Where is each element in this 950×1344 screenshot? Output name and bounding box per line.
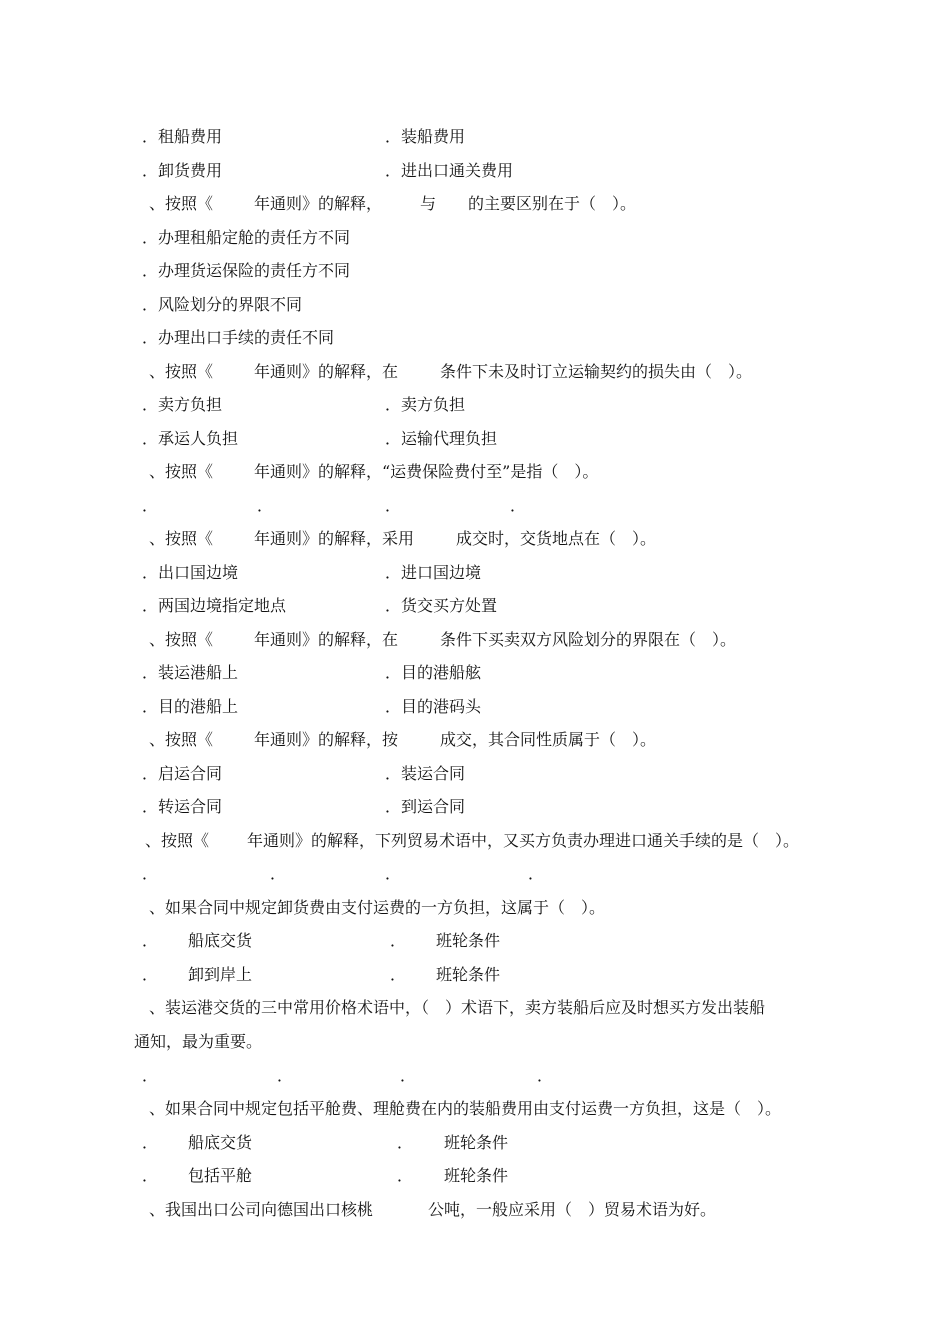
text-segment: ．出口国边境	[142, 563, 239, 582]
text-segment: ．	[142, 965, 159, 984]
text-segment: ．	[537, 1066, 554, 1085]
text-segment: ．到运合同	[385, 797, 466, 816]
text-segment: 条件下买卖双方风险划分的界限在（ ）。	[440, 630, 737, 649]
text-segment: ．	[385, 496, 402, 515]
text-segment: ．办理租船定舱的责任方不同	[142, 228, 351, 247]
text-segment: ．卖方负担	[142, 395, 223, 414]
text-segment: 的主要区别在于（ ）。	[468, 194, 637, 213]
text-segment: ．装船费用	[385, 127, 466, 146]
text-segment: ．目的港船上	[142, 697, 239, 716]
text-segment: ．	[270, 864, 287, 883]
text-segment: ．	[390, 931, 407, 950]
text-segment: 、按照《	[149, 362, 214, 381]
text-segment: 班轮条件	[436, 931, 501, 950]
text-segment: ．	[142, 496, 159, 515]
text-segment: ．承运人负担	[142, 429, 239, 448]
text-segment: 班轮条件	[444, 1166, 509, 1185]
text-segment: 包括平舱	[188, 1166, 253, 1185]
text-segment: ．租船费用	[142, 127, 223, 146]
text-segment: 、按照《	[149, 630, 214, 649]
text-segment: 年通则》的解释，按	[254, 730, 399, 749]
text-segment: ．转运合同	[142, 797, 223, 816]
text-segment: ．	[142, 1166, 159, 1185]
text-segment: ．	[397, 1166, 414, 1185]
text-segment: ．办理出口手续的责任不同	[142, 328, 335, 347]
text-segment: ．卖方负担	[385, 395, 466, 414]
text-segment: 年通则》的解释，在	[254, 630, 399, 649]
text-segment: 、装运港交货的三中常用价格术语中，（ ）术语下，卖方装船后应及时想买方发出装船	[149, 998, 766, 1017]
text-segment: 、如果合同中规定包括平舱费、理舱费在内的装船费用由支付运费一方负担，这是（ ）。	[149, 1099, 782, 1118]
text-segment: 年通则》的解释，	[254, 194, 383, 213]
text-segment: 、我国出口公司向德国出口核桃	[149, 1200, 374, 1219]
text-segment: ．	[142, 931, 159, 950]
text-segment: 船底交货	[188, 931, 253, 950]
text-segment: 与	[420, 194, 437, 213]
text-segment: 、按照《	[149, 529, 214, 548]
text-segment: ．	[390, 965, 407, 984]
text-segment: 、按照《	[149, 194, 214, 213]
text-segment: ．办理货运保险的责任方不同	[142, 261, 351, 280]
text-segment: 卸到岸上	[188, 965, 253, 984]
text-segment: 年通则》的解释，下列贸易术语中，又买方负责办理进口通关手续的是（ ）。	[247, 831, 800, 850]
text-segment: ．目的港船舷	[385, 663, 482, 682]
text-segment: ．运输代理负担	[385, 429, 498, 448]
text-segment: ．	[510, 496, 527, 515]
text-segment: ．	[142, 1133, 159, 1152]
text-segment: ．装运合同	[385, 764, 466, 783]
text-segment: ．两国边境指定地点	[142, 596, 287, 615]
text-segment: 班轮条件	[444, 1133, 509, 1152]
text-segment: ．进口国边境	[385, 563, 482, 582]
text-segment: 船底交货	[188, 1133, 253, 1152]
text-segment: 班轮条件	[436, 965, 501, 984]
text-segment: 公吨，一般应采用（ ）贸易术语为好。	[428, 1200, 717, 1219]
text-segment: 年通则》的解释，采用	[254, 529, 415, 548]
text-segment: 成交，其合同性质属于（ ）。	[440, 730, 657, 749]
text-segment: 、如果合同中规定卸货费由支付运费的一方负担，这属于（ ）。	[149, 898, 606, 917]
text-segment: ．进出口通关费用	[385, 161, 514, 180]
text-segment: ．	[257, 496, 274, 515]
text-segment: ．启运合同	[142, 764, 223, 783]
text-segment: 年通则》的解释，在	[254, 362, 399, 381]
text-segment: ．	[397, 1133, 414, 1152]
text-segment: ．卸货费用	[142, 161, 223, 180]
text-segment: 、按照《	[145, 831, 210, 850]
text-segment: 、按照《	[149, 462, 214, 481]
text-segment: ．	[142, 864, 159, 883]
text-segment: ．装运港船上	[142, 663, 239, 682]
text-segment: ．	[528, 864, 545, 883]
text-segment: ．	[385, 864, 402, 883]
text-segment: 条件下未及时订立运输契约的损失由（ ）。	[440, 362, 753, 381]
text-segment: ．目的港码头	[385, 697, 482, 716]
text-segment: ．风险划分的界限不同	[142, 295, 303, 314]
text-segment: ．	[400, 1066, 417, 1085]
text-segment: 成交时，交货地点在（ ）。	[456, 529, 657, 548]
text-segment: ．	[277, 1066, 294, 1085]
text-segment: 通知，最为重要。	[134, 1032, 263, 1051]
text-segment: 、按照《	[149, 730, 214, 749]
text-segment: ．	[142, 1066, 159, 1085]
text-segment: 年通则》的解释，“运费保险费付至”是指（ ）。	[254, 462, 599, 481]
text-segment: ．货交买方处置	[385, 596, 498, 615]
